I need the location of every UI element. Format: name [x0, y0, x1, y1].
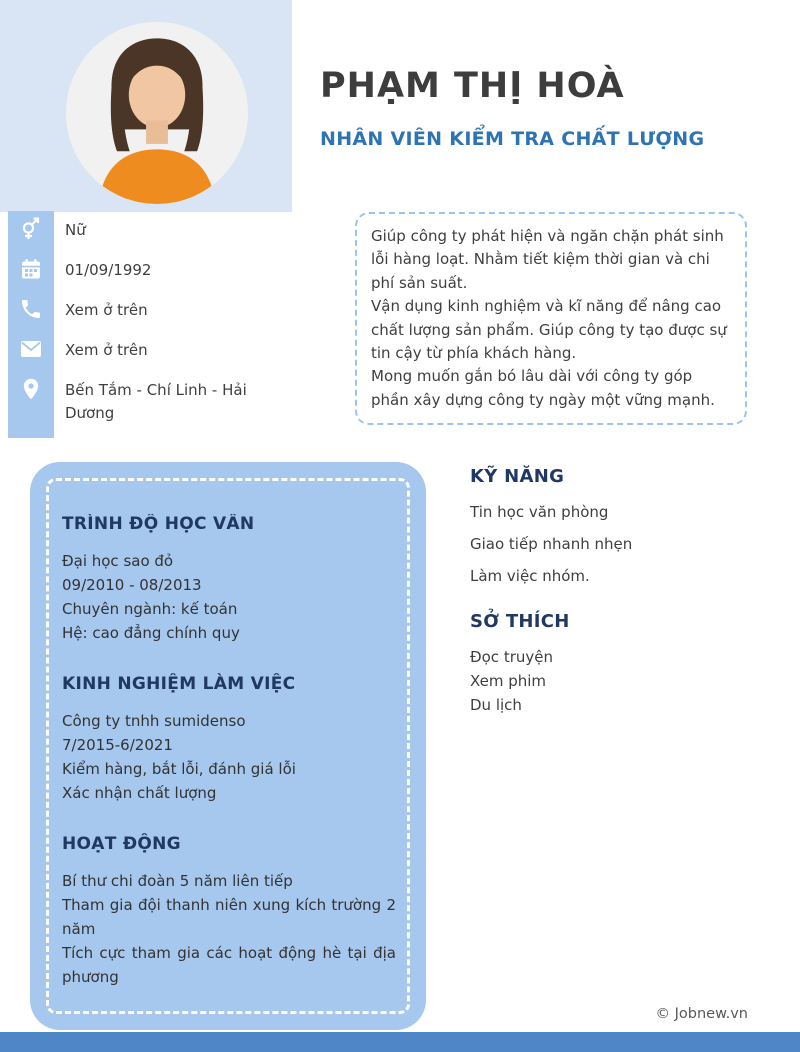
email-icon	[19, 337, 43, 361]
contact-email: Xem ở trên	[65, 341, 148, 359]
skill-item: Tin học văn phòng	[470, 503, 609, 521]
education-line: Đại học sao đỏ	[62, 552, 174, 570]
education-line: Hệ: cao đẳng chính quy	[62, 624, 240, 642]
bottom-accent-bar	[0, 1032, 800, 1052]
section-heading-activities: HOẠT ĐỘNG	[62, 834, 181, 854]
contact-icon-strip	[8, 211, 54, 438]
experience-section	[62, 674, 396, 805]
skill-item: Giao tiếp nhanh nhẹn	[470, 535, 633, 553]
education-line: 09/2010 - 08/2013	[62, 576, 202, 594]
right-column	[470, 466, 770, 720]
activities-section	[62, 834, 396, 989]
location-icon	[19, 377, 43, 401]
objective-paragraph: Mong muốn gắn bó lâu dài với công ty góp phần xây dựng công ty ngày một vững mạnh.	[371, 367, 715, 409]
main-left-panel	[30, 462, 426, 1030]
contact-phone: Xem ở trên	[65, 301, 148, 319]
contact-address: Bến Tắm - Chí Linh - Hải Dương	[65, 381, 247, 422]
activity-line: Tham gia đội thanh niên xung kích trường 2 năm	[62, 896, 396, 938]
skill-item: Làm việc nhóm.	[470, 567, 590, 585]
jobnew-watermark: © Jobnew.vn	[655, 1006, 748, 1022]
profile-photo	[66, 22, 248, 204]
hobby-item: Đọc truyện	[470, 648, 553, 666]
section-heading-education: TRÌNH ĐỘ HỌC VẤN	[62, 514, 255, 534]
section-heading-experience: KINH NGHIỆM LÀM VIỆC	[62, 674, 296, 694]
activity-line: Tích cực tham gia các hoạt động hè tại địa phương	[62, 944, 396, 986]
hobby-item: Du lịch	[470, 696, 522, 714]
experience-line: 7/2015-6/2021	[62, 736, 173, 754]
section-heading-hobbies: SỞ THÍCH	[470, 611, 570, 632]
education-line: Chuyên ngành: kế toán	[62, 600, 238, 618]
experience-line: Công ty tnhh sumidenso	[62, 712, 246, 730]
contact-birthdate: 01/09/1992	[65, 261, 152, 279]
page-title-name: PHẠM THỊ HOÀ	[320, 66, 625, 106]
education-section	[62, 514, 396, 645]
hobbies-list	[470, 648, 770, 714]
phone-icon	[19, 297, 43, 321]
career-objective-box	[355, 212, 747, 425]
experience-line: Xác nhận chất lượng	[62, 784, 217, 802]
photo-background-panel	[0, 0, 292, 212]
experience-line: Kiểm hàng, bắt lỗi, đánh giá lỗi	[62, 760, 296, 778]
skills-list	[470, 503, 770, 585]
contact-gender: Nữ	[65, 221, 86, 239]
objective-paragraph: Vận dụng kinh nghiệm và kĩ năng để nâng cao chất lượng sản phẩm. Giúp công ty tạo được sự tin cậy từ phía khách hàng.	[371, 297, 727, 362]
objective-paragraph: Giúp công ty phát hiện và ngăn chặn phát sinh lỗi hàng loạt. Nhằm tiết kiệm thời gian và chi phí sản suất.	[371, 227, 724, 292]
calendar-icon	[19, 257, 43, 281]
hobby-item: Xem phim	[470, 672, 547, 690]
job-title: NHÂN VIÊN KIỂM TRA CHẤT LƯỢNG	[320, 128, 705, 150]
activity-line: Bí thư chi đoàn 5 năm liên tiếp	[62, 872, 293, 890]
avatar-illustration	[66, 22, 248, 204]
section-heading-skills: KỸ NĂNG	[470, 466, 565, 487]
gender-icon	[19, 217, 43, 241]
